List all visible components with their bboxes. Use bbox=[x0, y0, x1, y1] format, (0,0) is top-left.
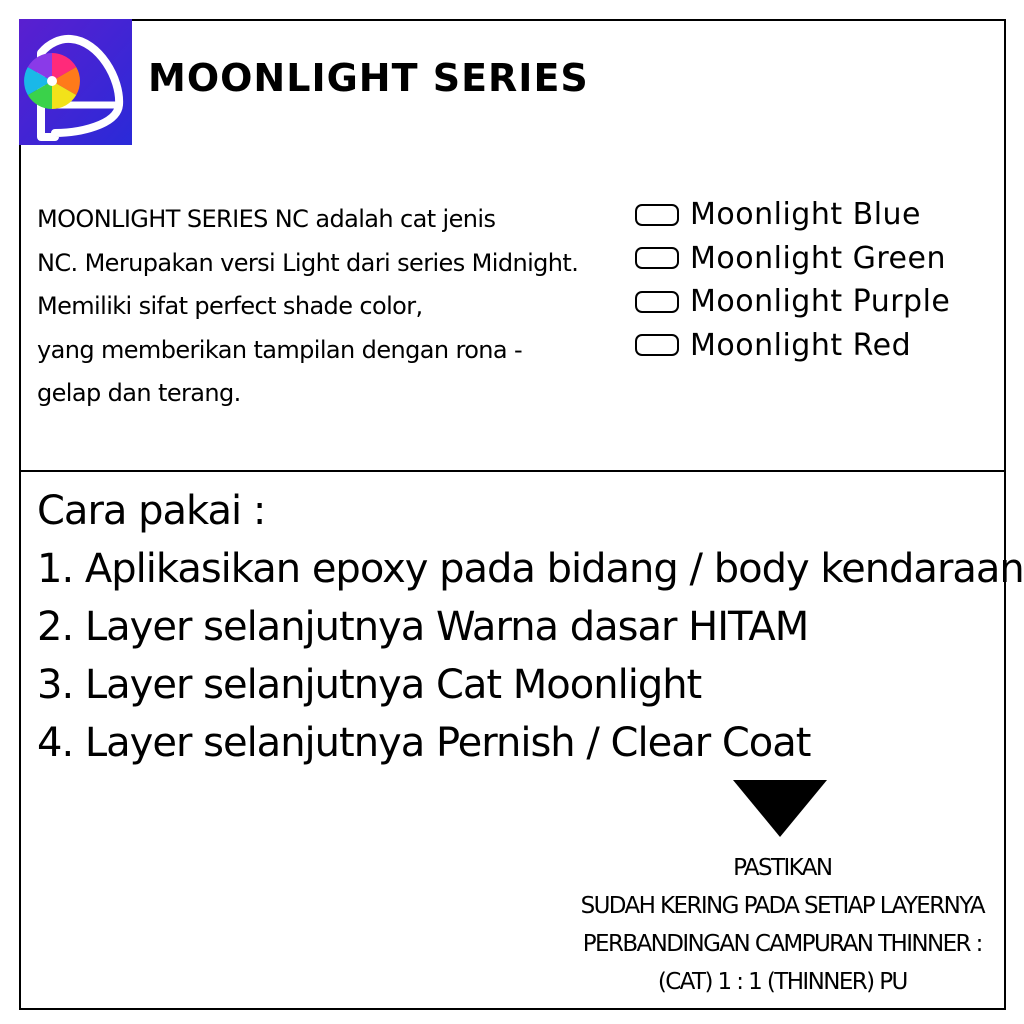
variant-option-red[interactable] bbox=[635, 324, 950, 368]
usage-heading: Cara pakai : bbox=[37, 488, 266, 534]
variant-label: Moonlight Purple bbox=[690, 284, 951, 320]
brand-logo bbox=[19, 19, 132, 145]
usage-step: 3. Layer selanjutnya Cat Moonlight bbox=[37, 662, 702, 708]
description-line: yang memberikan tampilan dengan rona - bbox=[37, 335, 523, 364]
section-divider bbox=[19, 470, 1006, 472]
variant-option-blue[interactable] bbox=[635, 193, 950, 237]
variant-option-green[interactable] bbox=[635, 237, 950, 281]
page-title: MOONLIGHT SERIES bbox=[148, 56, 589, 100]
usage-step: 1. Aplikasikan epoxy pada bidang / body kendaraan bbox=[37, 546, 1024, 592]
note-line: PASTIKAN bbox=[733, 855, 832, 881]
usage-instructions bbox=[37, 482, 1024, 772]
empty-checkbox-icon[interactable] bbox=[635, 204, 679, 226]
empty-checkbox-icon[interactable] bbox=[635, 247, 679, 269]
variant-label: Moonlight Red bbox=[690, 327, 912, 363]
description-line: NC. Merupakan versi Light dari series Midnight. bbox=[37, 248, 579, 277]
usage-step: 4. Layer selanjutnya Pernish / Clear Coat bbox=[37, 720, 811, 766]
down-triangle-icon bbox=[733, 780, 827, 837]
variant-label: Moonlight Blue bbox=[690, 197, 922, 233]
empty-checkbox-icon[interactable] bbox=[635, 334, 679, 356]
usage-notes bbox=[581, 849, 984, 1001]
usage-step: 2. Layer selanjutnya Warna dasar HITAM bbox=[37, 604, 809, 650]
variant-list bbox=[635, 193, 950, 367]
description-line: MOONLIGHT SERIES NC adalah cat jenis bbox=[37, 205, 496, 233]
note-line: SUDAH KERING PADA SETIAP LAYERNYA bbox=[580, 893, 984, 919]
note-line: (CAT) 1 : 1 (THINNER) PU bbox=[657, 969, 907, 995]
note-line: PERBANDINGAN CAMPURAN THINNER : bbox=[582, 931, 982, 957]
empty-checkbox-icon[interactable] bbox=[635, 291, 679, 313]
description-line: Memiliki sifat perfect shade color, bbox=[37, 292, 423, 320]
variant-option-purple[interactable] bbox=[635, 280, 950, 324]
product-description bbox=[37, 198, 578, 416]
description-line: gelap dan terang. bbox=[37, 379, 241, 407]
variant-label: Moonlight Green bbox=[690, 240, 946, 276]
